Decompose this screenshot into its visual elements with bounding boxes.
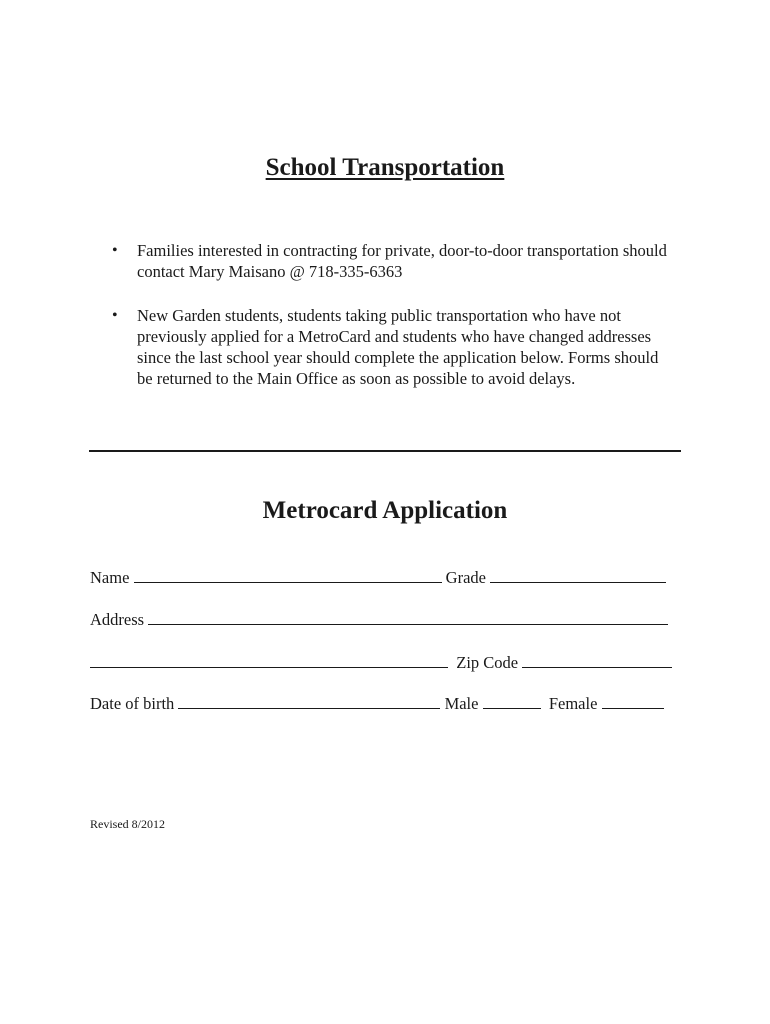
address-row <box>90 608 668 631</box>
name-field[interactable] <box>134 566 442 583</box>
name-grade-row <box>90 566 666 589</box>
grade-label: Grade <box>445 568 486 587</box>
zip-code-label: Zip Code <box>456 653 519 672</box>
female-label: Female <box>548 694 598 713</box>
grade-field[interactable] <box>490 566 666 583</box>
bullet-text: Families interested in contracting for private, door-to-door transportation should contact Mary Maisano @ 718-335-6363 <box>137 241 667 281</box>
date-of-birth-label: Date of birth <box>90 694 175 713</box>
female-field[interactable] <box>602 692 664 709</box>
address-line2-row <box>90 651 672 674</box>
bullet-icon: • <box>112 307 118 324</box>
bullet-icon: • <box>112 242 118 259</box>
form-title: Metrocard Application <box>262 497 508 524</box>
zip-code-field[interactable] <box>522 651 672 668</box>
bullet-text: New Garden students, students taking public transportation who have not previously applied for a MetroCard and students who have changed addresses since the last school year should complete the application below. Forms should be returned to the Main Office as soon as possible to avoid delays. <box>137 306 659 388</box>
address-label: Address <box>90 610 145 629</box>
dob-gender-row <box>90 692 664 715</box>
address-line2-field[interactable] <box>90 651 448 668</box>
section-divider <box>89 450 681 452</box>
address-field[interactable] <box>148 608 668 625</box>
bullet-item-private-transport <box>112 240 672 282</box>
revision-note: Revised 8/2012 <box>90 817 165 831</box>
page-title: School Transportation <box>265 154 505 181</box>
name-label: Name <box>90 568 130 587</box>
male-label: Male <box>444 694 479 713</box>
male-field[interactable] <box>483 692 541 709</box>
date-of-birth-field[interactable] <box>178 692 440 709</box>
bullet-item-metrocard-instructions <box>112 305 672 389</box>
